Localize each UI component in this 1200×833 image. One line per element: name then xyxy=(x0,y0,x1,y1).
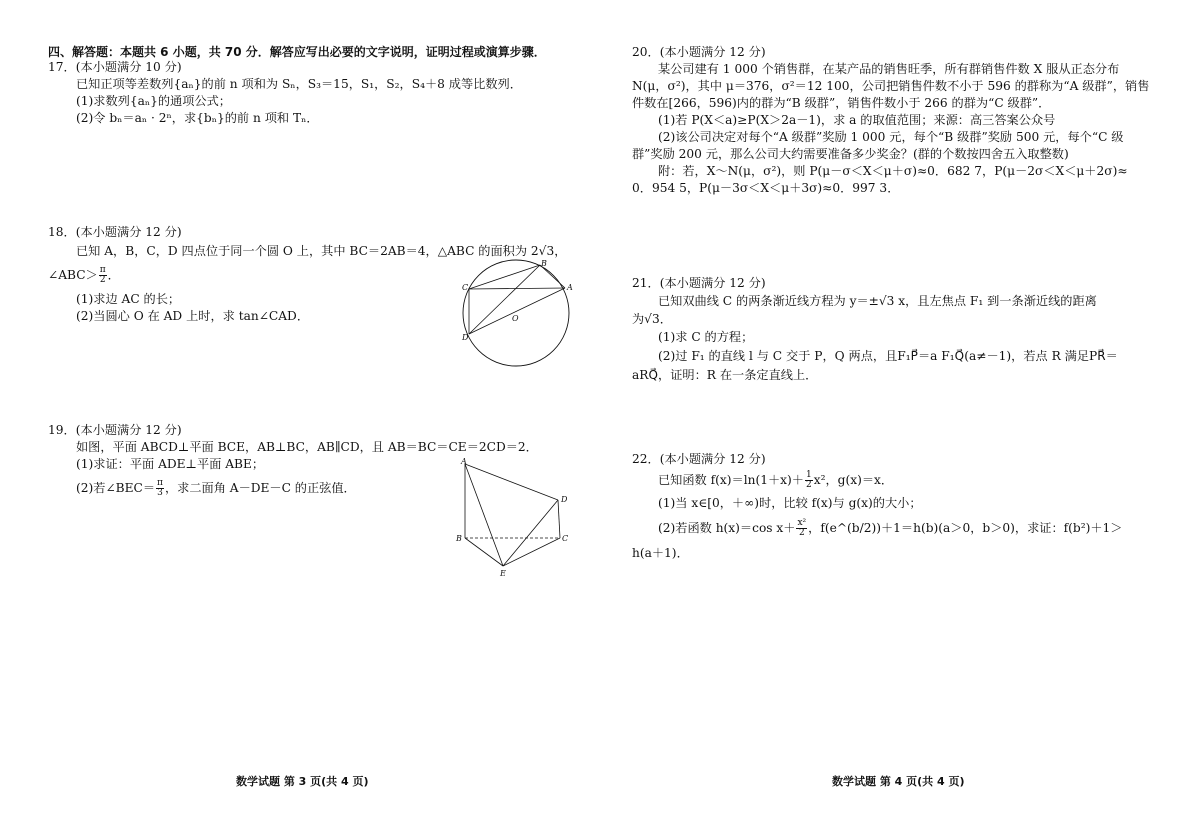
q18-title: 18．(本小题满分 12 分) xyxy=(48,225,182,239)
q19-title: 19．(本小题满分 12 分) xyxy=(48,423,182,437)
q19-solid-figure xyxy=(455,458,575,580)
q17-title: 17．(本小题满分 10 分) xyxy=(48,60,182,74)
q20-line-7: 附：若，X～N(μ，σ²)，则 P(μ－σ＜X＜μ＋σ)≈0．682 7，P(μ－2σ＜X＜μ＋2σ)≈ xyxy=(658,164,1128,178)
q21-line-3: (1)求 C 的方程； xyxy=(658,330,754,344)
q20-line-5: (2)该公司决定对每个“A 级群”奖励 1 000 元，每个“B 级群”奖励 500 元，每个“C 级 xyxy=(658,130,1124,144)
section-header: 四、解答题：本题共 6 小题，共 70 分．解答应写出必要的文字说明，证明过程或演算步骤． xyxy=(48,45,546,59)
label-c: C xyxy=(462,283,469,292)
circle-o xyxy=(463,260,569,366)
q21-line-5: aRQ⃗，证明：R 在一条定直线上． xyxy=(632,368,818,382)
q19-line-3: (2)若∠BEC＝ $\frac{\pi}{3}$ ，求二面角 A－DE－C 的正弦值． xyxy=(76,478,356,498)
q19-line-1: 如图，平面 ABCD⊥平面 BCE，AB⊥BC，AB∥CD，且 AB＝BC＝CE＝2CD＝2． xyxy=(76,440,538,454)
q18-circle-figure xyxy=(455,258,585,373)
q22-fraction-1: $\frac{1}{2}$ xyxy=(805,470,812,490)
q20-line-8: 0．954 5，P(μ－3σ＜X＜μ＋3σ)≈0．997 3． xyxy=(632,181,900,195)
q19-fraction: $\frac{\pi}{3}$ xyxy=(157,478,163,498)
q20-line-3: 件数在[266，596)内的群为“B 级群”，销售件数小于 266 的群为“C 级群”． xyxy=(632,96,1051,110)
q22-line-2: (1)当 x∈[0，＋∞)时，比较 f(x)与 g(x)的大小； xyxy=(658,496,922,510)
q18-line-4: (2)当圆心 O 在 AD 上时，求 tan∠CAD． xyxy=(76,309,310,323)
q20-line-6: 群”奖励 200 元，那么公司大约需要准备多少奖金？(群的个数按四舍五入取整数) xyxy=(632,147,1069,161)
label-o: O xyxy=(512,314,519,323)
q20-line-4: (1)若 P(X＜a)≥P(X＞2a－1)，求 a 的取值范围；来源：高三答案公众号 xyxy=(658,113,1056,127)
q17-line-1: 已知正项等差数列{aₙ}的前 n 项和为 Sₙ，S₃＝15，S₁，S₂，S₄＋8 成等比数列． xyxy=(76,77,522,91)
q18-line-3: (1)求边 AC 的长； xyxy=(76,292,181,306)
page-footer-left: 数学试题 第 3 页(共 4 页) xyxy=(236,775,369,788)
q22-fraction-2: $\frac{\text{x²}}{2}$ xyxy=(797,518,807,538)
q21-line-2: 为√3． xyxy=(632,312,672,326)
q18-line-2: ∠ABC＞ $\frac{\pi}{2}$ ． xyxy=(48,265,120,285)
q21-line-1: 已知双曲线 C 的两条渐近线方程为 y＝±√3 x，且左焦点 F₁ 到一条渐近线的距离 xyxy=(658,294,1097,308)
q22-line-1: 已知函数 f(x)＝ln(1＋x)＋ $\frac{1}{2}$ x²，g(x)＝x． xyxy=(658,470,894,490)
q22-line-3: (2)若函数 h(x)＝cos x＋ $\frac{\text{x²}}{2}$ ，f(e^(b/2))＋1＝h(b)(a＞0，b＞0)，求证：f(b²)＋1＞ xyxy=(658,518,1123,538)
q19-line-2: (1)求证：平面 ADE⊥平面 ABE； xyxy=(76,457,265,471)
label-a: A xyxy=(567,283,573,292)
q17-line-2: (1)求数列{aₙ}的通项公式； xyxy=(76,94,231,108)
q18-fraction: $\frac{\pi}{2}$ xyxy=(99,265,106,285)
label-d: D xyxy=(462,333,469,342)
label-c: C xyxy=(562,534,569,543)
label-b: B xyxy=(456,534,462,543)
q22-title: 22．(本小题满分 12 分) xyxy=(632,452,766,466)
q17-line-3: (2)令 bₙ＝aₙ · 2ⁿ，求{bₙ}的前 n 项和 Tₙ． xyxy=(76,111,319,125)
label-b: B xyxy=(541,259,547,268)
label-d: D xyxy=(561,495,568,504)
page-footer-right: 数学试题 第 4 页(共 4 页) xyxy=(832,775,965,788)
q21-line-4: (2)过 F₁ 的直线 l 与 C 交于 P，Q 两点，且F₁P⃗＝a F₁Q⃗(a≠－1)，若点 R 满足PR⃗＝ xyxy=(658,349,1118,363)
label-a: A xyxy=(461,458,467,466)
q20-line-2: N(μ，σ²)，其中 μ＝376，σ²＝12 100，公司把销售件数不小于 596 的群称为“A 级群”，销售 xyxy=(632,79,1150,93)
q22-line-4: h(a＋1)． xyxy=(632,546,689,560)
q18-line-1: 已知 A，B，C，D 四点位于同一个圆 O 上，其中 BC＝2AB＝4，△ABC 的面积为 2√3， xyxy=(76,244,567,258)
label-e: E xyxy=(500,569,506,578)
q20-title: 20．(本小题满分 12 分) xyxy=(632,45,766,59)
q21-title: 21．(本小题满分 12 分) xyxy=(632,276,766,290)
q20-line-1: 某公司建有 1 000 个销售群，在某产品的销售旺季，所有群销售件数 X 服从正态分布 xyxy=(658,62,1120,76)
